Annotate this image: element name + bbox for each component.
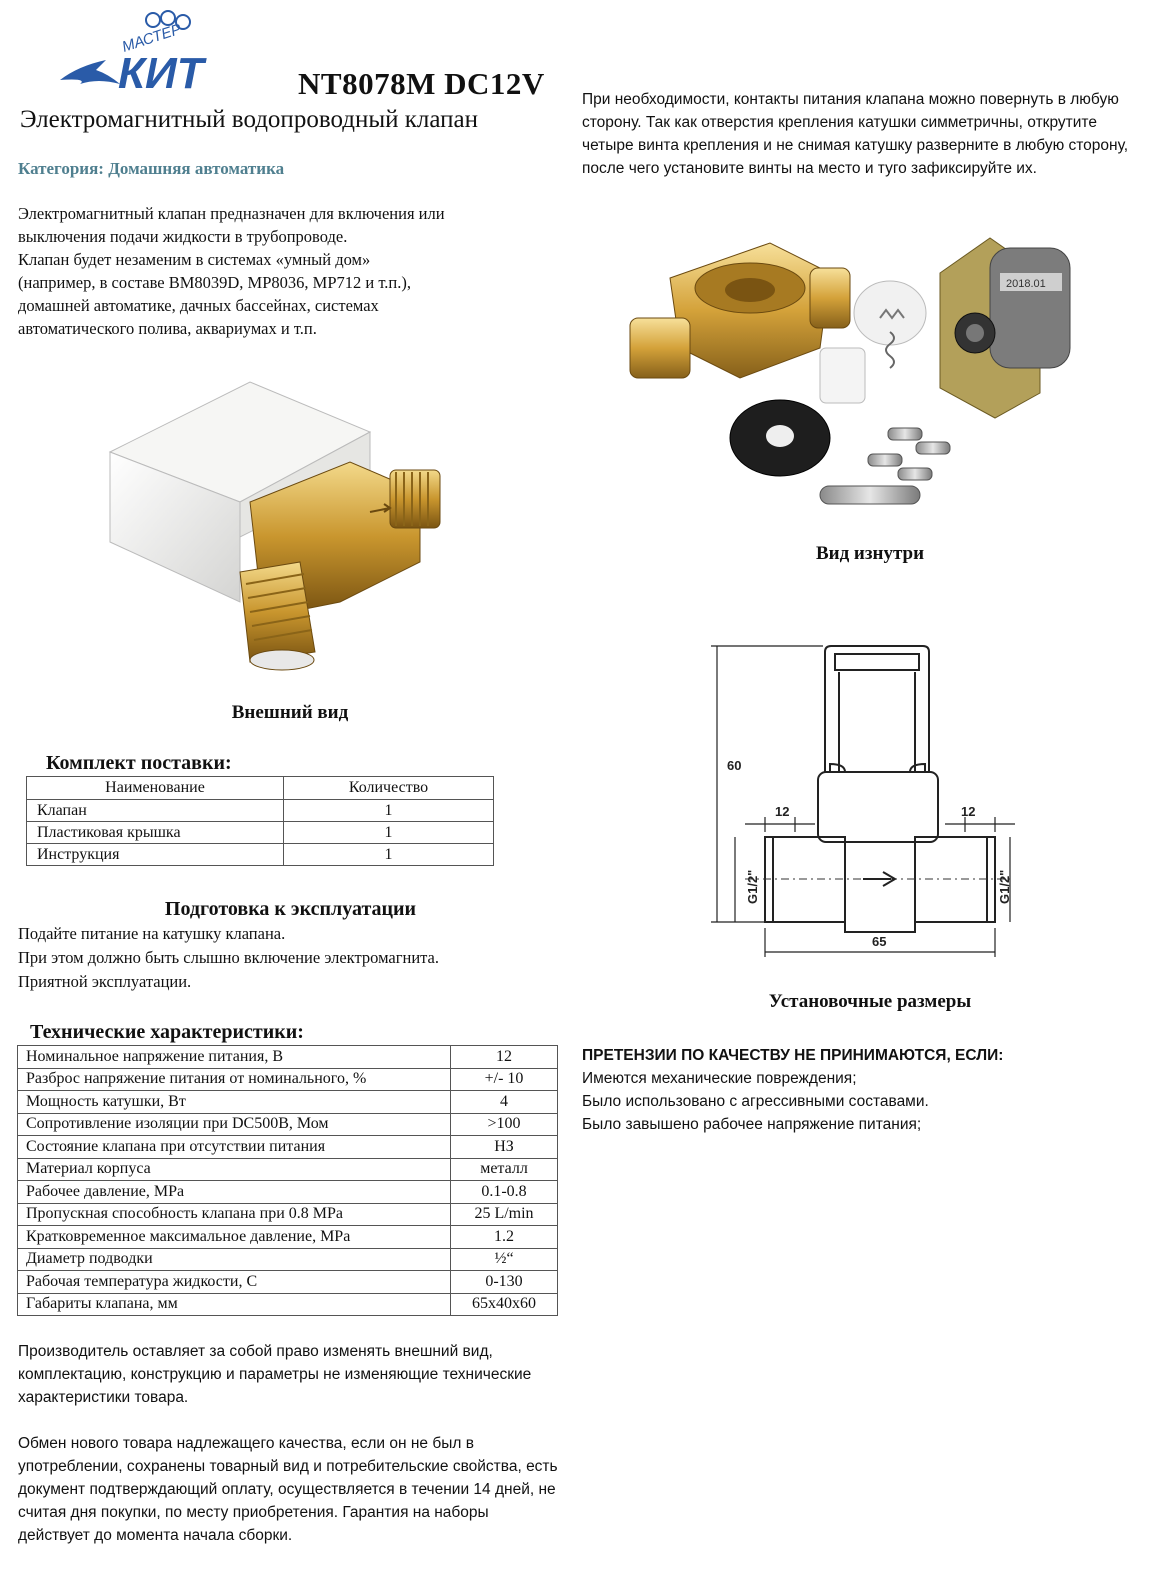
intro-line: Клапан будет незаменим в системах «умный дом» xyxy=(18,250,371,269)
spec-value: ½“ xyxy=(451,1248,558,1271)
kit-item-name: Пластиковая крышка xyxy=(27,822,284,844)
kit-item-name: Инструкция xyxy=(27,844,284,866)
spec-param: Мощность катушки, Вт xyxy=(18,1091,451,1114)
coil-label: 2018.01 xyxy=(1006,278,1046,290)
specs-heading: Технические характеристики: xyxy=(30,1021,304,1043)
spec-param: Пропускная способность клапана при 0.8 MPa xyxy=(18,1203,451,1226)
prep-line: Подайте питание на катушку клапана. xyxy=(18,924,286,943)
drawing-caption: Установочные размеры xyxy=(768,991,972,1012)
claims-line: Было использовано с агрессивными составами. xyxy=(582,1093,929,1110)
table-row xyxy=(18,1181,558,1204)
table-row xyxy=(18,1271,558,1294)
valve-external-photo xyxy=(90,362,470,682)
rotation-note: При необходимости, контакты питания клапана можно повернуть в любую сторону. Так как отверстия крепления катушки симметричны, открутите четыре винта крепления и не снимая катушку разверните в любую сторону, после чего установите винты на место и туго зафиксируйте их. xyxy=(582,91,1129,177)
spec-param: Рабочая температура жидкости, С xyxy=(18,1271,451,1294)
spec-param: Номинальное напряжение питания, В xyxy=(18,1046,451,1069)
spec-value: НЗ xyxy=(451,1136,558,1159)
table-row xyxy=(18,1203,558,1226)
spec-value: 12 xyxy=(451,1046,558,1069)
claims-line: Было завышено рабочее напряжение питания; xyxy=(582,1116,922,1133)
dim-width: 65 xyxy=(872,934,887,949)
product-model: NT8078M DC12V xyxy=(298,66,545,101)
table-row xyxy=(18,1091,558,1114)
intro-line: домашней автоматике, дачных бассейнах, системах xyxy=(18,296,379,315)
external-photo-caption: Внешний вид xyxy=(231,702,349,723)
kit-table xyxy=(26,776,494,866)
spec-param: Разброс напряжение питания от номинального, % xyxy=(18,1068,451,1091)
spec-value: 65x40x60 xyxy=(451,1293,558,1316)
kit-item-name: Клапан xyxy=(27,800,284,822)
table-row xyxy=(18,1068,558,1091)
intro-line: (например, в составе ВМ8039D, MP8036, MP712 и т.п.), xyxy=(18,273,411,292)
table-row xyxy=(27,844,494,866)
spec-param: Состояние клапана при отсутствии питания xyxy=(18,1136,451,1159)
intro-text xyxy=(18,202,563,340)
prep-heading: Подготовка к эксплуатации xyxy=(164,898,417,920)
kit-header-name: Наименование xyxy=(27,777,284,800)
spec-value: 25 L/min xyxy=(451,1203,558,1226)
kit-item-qty: 1 xyxy=(284,822,494,844)
prep-line: Приятной эксплуатации. xyxy=(18,972,192,991)
spec-value: 1.2 xyxy=(451,1226,558,1249)
spec-value: металл xyxy=(451,1158,558,1181)
table-row xyxy=(18,1113,558,1136)
valve-inside-photo xyxy=(620,218,1100,528)
table-row xyxy=(18,1226,558,1249)
kit-item-qty: 1 xyxy=(284,800,494,822)
intro-line: Электромагнитный клапан предназначен для включения или xyxy=(18,204,445,223)
spec-value: >100 xyxy=(451,1113,558,1136)
kit-heading: Комплект поставки: xyxy=(46,752,232,774)
spec-param: Материал корпуса xyxy=(18,1158,451,1181)
claims-heading: ПРЕТЕНЗИИ ПО КАЧЕСТВУ НЕ ПРИНИМАЮТСЯ, ЕСЛИ: xyxy=(582,1047,1004,1064)
spec-param: Кратковременное максимальное давление, MPa xyxy=(18,1226,451,1249)
spec-value: 4 xyxy=(451,1091,558,1114)
kit-header-qty: Количество xyxy=(284,777,494,800)
footer-paragraph: Производитель оставляет за собой право изменять внешний вид, комплектацию, конструкцию и параметры не изменяющие технические характеристики товара. xyxy=(18,1343,532,1406)
table-row xyxy=(18,1158,558,1181)
product-category: Категория: Домашняя автоматика xyxy=(18,159,285,178)
logo-brand-text: КИТ xyxy=(118,49,204,92)
table-row xyxy=(27,822,494,844)
table-row xyxy=(18,1248,558,1271)
table-row xyxy=(18,1136,558,1159)
spec-value: 0-130 xyxy=(451,1271,558,1294)
dim-right: 12 xyxy=(961,804,976,819)
thread-right: G1/2" xyxy=(997,869,1012,904)
spec-value: 0.1-0.8 xyxy=(451,1181,558,1204)
table-row xyxy=(27,800,494,822)
intro-line: автоматического полива, аквариумах и т.п. xyxy=(18,319,317,338)
footer-paragraph: Обмен нового товара надлежащего качества, если он не был в употреблении, сохранены товарный вид и потребительские свойства, есть документ подтверждающий оплату, осуществляется в течении 14 дней, не считая дня покупки, по месту приобретения. Гарантия на наборы действует до момента начала сборки. xyxy=(18,1435,558,1544)
spec-param: Диаметр подводки xyxy=(18,1248,451,1271)
brand-logo xyxy=(58,8,228,92)
specs-table xyxy=(17,1045,558,1316)
installation-drawing xyxy=(705,632,1030,962)
inside-photo-caption: Вид изнутри xyxy=(815,543,925,564)
prep-text xyxy=(18,922,578,994)
spec-param: Сопротивление изоляции при DC500B, Мом xyxy=(18,1113,451,1136)
prep-line: При этом должно быть слышно включение электромагнита. xyxy=(18,948,440,967)
spec-value: +/- 10 xyxy=(451,1068,558,1091)
claims-line: Имеются механические повреждения; xyxy=(582,1070,857,1087)
dim-left: 12 xyxy=(775,804,790,819)
table-row xyxy=(18,1046,558,1069)
spec-param: Рабочее давление, MPa xyxy=(18,1181,451,1204)
thread-left: G1/2" xyxy=(745,869,760,904)
table-row xyxy=(18,1293,558,1316)
logo-top-text: МАСТЕР xyxy=(119,20,184,56)
dim-height: 60 xyxy=(727,758,742,773)
kit-item-qty: 1 xyxy=(284,844,494,866)
intro-line: выключения подачи жидкости в трубопроводе. xyxy=(18,227,348,246)
footer-text xyxy=(18,1340,563,1570)
spec-param: Габариты клапана, мм xyxy=(18,1293,451,1316)
product-title: Электромагнитный водопроводный клапан xyxy=(20,106,478,133)
claims-block xyxy=(582,1044,1142,1136)
